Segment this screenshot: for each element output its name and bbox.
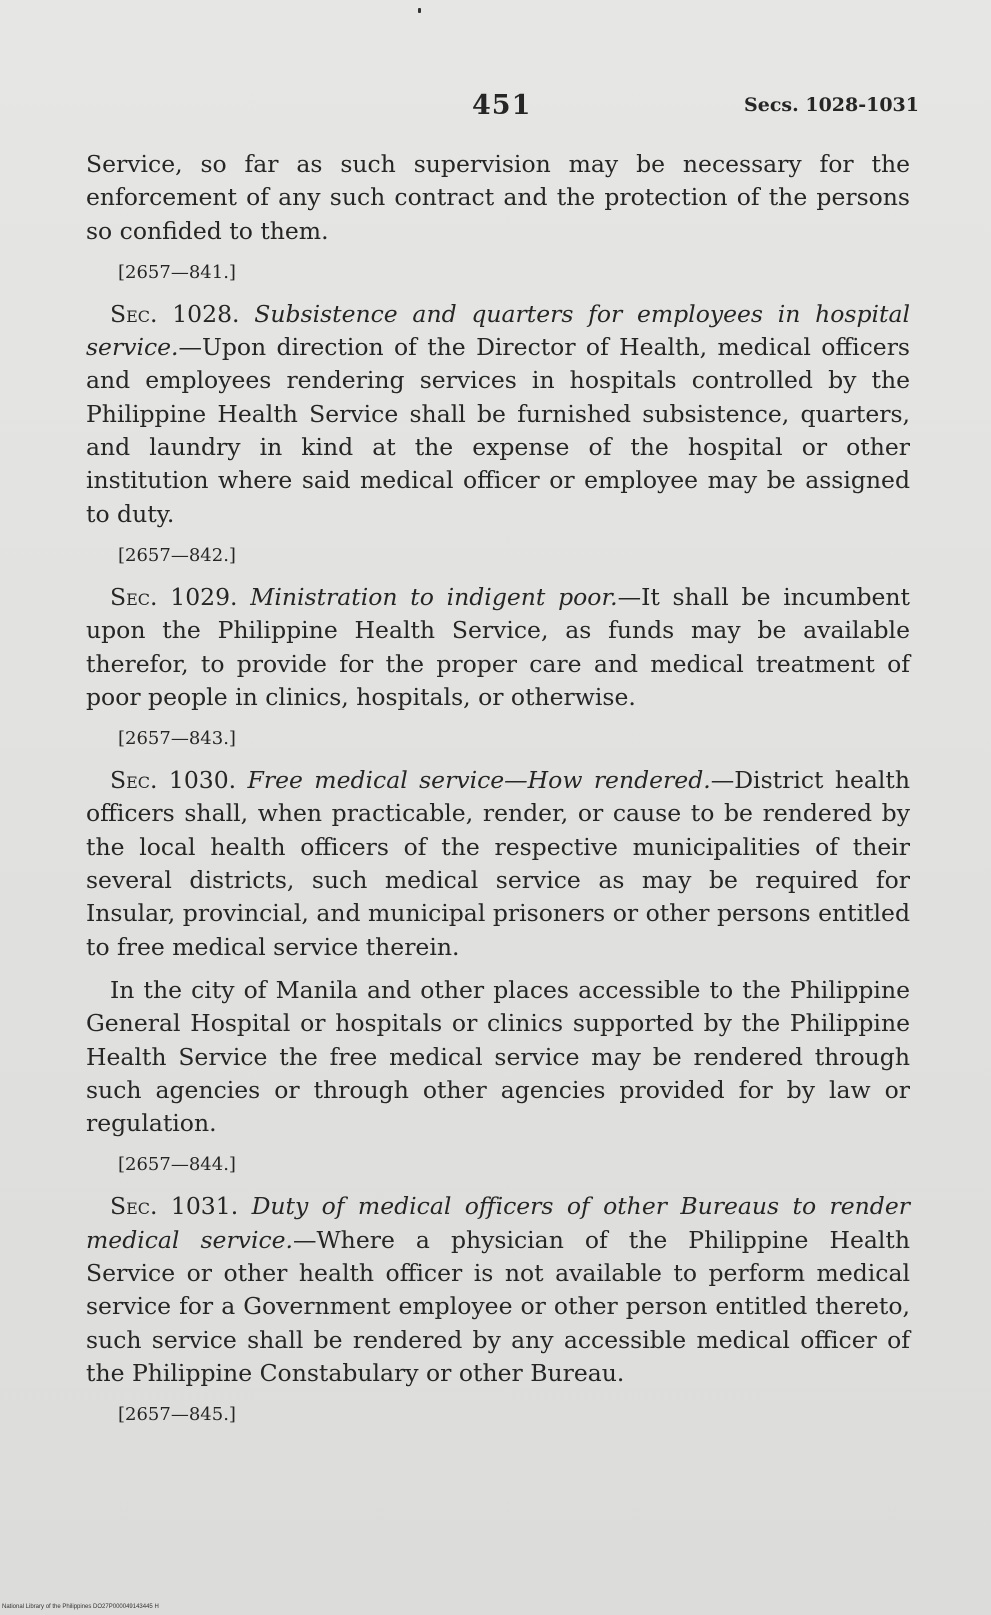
continuation-paragraph: Service, so far as such supervision may be necessary for the enforcement of any such contract and the protection of the persons so confided to them. [86, 150, 910, 245]
section-1030-paragraph-2: In the city of Manila and other places accessible to the Philippine General Hospital or hospitals or clinics supported by the Philippine Health Service the free medical service may be rendered through such agencies or through other agencies provided for by law or regulation. [86, 975, 910, 1138]
section-1031 [86, 1190, 910, 1390]
section-body: —Upon direction of the Director of Health, medical officers and employees rendering services in hospitals controlled by the Philippine Health Service shall be furnished subsistence, quarters, and laundry in kind at the expense of the hospital or other institution where said medical officer or employee may be assigned to duty. [86, 333, 910, 528]
section-title: Ministration to indigent poor. [250, 582, 618, 611]
scan-speck [418, 8, 421, 13]
source-note: National Library of the Philippines DO27P000049143445 H [2, 1604, 159, 1610]
section-title: Free medical service—How rendered. [247, 766, 711, 795]
page-number: 451 [472, 90, 532, 121]
section-1028 [86, 298, 910, 531]
citation: [2657—841.] [118, 261, 236, 283]
citation: [2657—842.] [118, 544, 236, 566]
section-1030 [86, 764, 910, 964]
section-label: Sec. 1029. [110, 582, 238, 611]
section-body: —It shall be incumbent upon the Philippine Health Service, as funds may be available therefor, to provide for the proper care and medical treatment of poor people in clinics, hospitals, or otherwise. [86, 582, 910, 711]
section-range: Secs. 1028-1031 [744, 94, 919, 116]
section-body: —District health officers shall, when practicable, render, or cause to be rendered by the local health officers of the respective municipalities of their several districts, such medical service as may be required for Insular, provincial, and municipal prisoners or other persons entitled to free medical service therein. [86, 766, 910, 961]
section-body: —Where a physician of the Philippine Health Service or other health officer is not available to perform medical service for a Government employee or other person entitled thereto, such service shall be rendered by any accessible medical officer of the Philippine Constabulary or other Bureau. [86, 1225, 910, 1387]
citation: [2657—844.] [118, 1154, 236, 1176]
page-header [0, 90, 991, 130]
page-body [86, 148, 910, 1440]
citation: [2657—843.] [118, 728, 236, 750]
citation: [2657—845.] [118, 1404, 236, 1426]
section-title: Subsistence and quarters for employees in hospital service. [86, 299, 910, 362]
section-1029 [86, 581, 910, 714]
section-title: Duty of medical officers of other Bureaus to render medical service. [86, 1192, 910, 1254]
section-label: Sec. 1030. [110, 766, 237, 795]
section-label: Sec. 1028. [110, 299, 240, 328]
section-label: Sec. 1031. [110, 1192, 239, 1221]
